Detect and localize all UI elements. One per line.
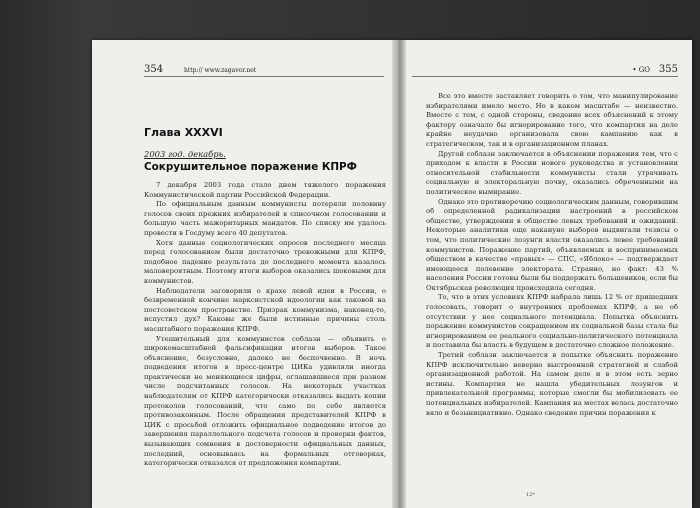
page-footnote: 12*	[526, 492, 535, 498]
right-page	[406, 40, 688, 508]
right-page-content	[426, 92, 678, 418]
section-date: 2003 год. декабрь.	[144, 149, 226, 159]
paragraph: То, что в этих условиях КПРФ набрала лишь 12 % от пришедших голосовать, говорит о внутренних проблемах КПРФ, а не об отсутствии у нее социального потенциала. Попытка объяснить поражение коммунистов сокращением их социальной базы стала бы игнорированием ее реального социально-политического потенциала и поставила бы власть в будущем в достаточно сложное положение.	[426, 293, 678, 350]
page-number: 355	[658, 64, 678, 75]
left-page-content	[144, 92, 386, 469]
paragraph: Хотя данные социологических опросов последнего месяца перед голосованием были достаточно тревожными для КПРФ, подобное падение результата до последнего момента казалось маловероятным. Поэтому итоги выборов оказались шоковыми для коммунистов.	[144, 238, 386, 285]
book-gutter	[392, 40, 406, 508]
paragraph: Однако это противоречию социологическим данным, говорившим об определенной радикализации настроений в российском обществе, утверждении в обществе левых требований и ожиданий. Некоторые аналитики еще накануне выборов выдвигали тезисы о том, что политические лозунги власти оказались левее требований коммунистов. Поражение партий, объявляемых и воспринимаемых обществом в качестве «правых» — СПС, «Яблоко» — подтверждает имеющееся полевение электората. Странно, но факт: 43 % населения России готовы были бы поддержать большевиков, если бы Октябрьская революция происходила сегодня.	[426, 197, 678, 292]
paragraph: Все это вместе заставляет говорить о том, что манипулирование избирателями имело место. Но в каком масштабе — неизвестно. Вместе с тем, с одной стороны, сведение всех объяснений к этому фактору означало бы игнорирование того, что компартия на деле крайне неудачно организовала свою кампанию как в стратегическом, так и в организационном планах.	[426, 92, 678, 148]
right-page-header	[412, 64, 678, 77]
paragraph: По официальным данным коммунисты потеряли половину голосов своих прежних избирателей в списочном голосовании и большую часть мажоритарных мандатов. По списку им удалось провести в Госдуму всего 40 депутатов.	[144, 200, 386, 237]
header-mark: • GO	[632, 66, 651, 74]
page-number: 354	[144, 64, 164, 75]
paragraph: Утешительный для коммунистов соблазн — объявить о широкомасштабной фальсификации итогов выборов. Такое объяснение, безусловно, далеко не беспочвенно. В ночь подведения итогов в пресс-центре ЦИКа удивляли иногда практически не меняющиеся цифры, оглашавшиеся при разном числе подсчитанных голосов. На некоторых участках наблюдателям от КПРФ категорически отказались выдать копии протоколов голосований, что само по себе является противозаконным. После обращения представителей КПРФ в ЦИК с просьбой отложить официальное подведение итогов до завершения параллельного подсчета голосов и проверки фактов, вызывающих сомнения в достоверности официальных данных, последний, основываясь на формальных отговорках, категорически отказался от предложения компартии.	[144, 334, 386, 468]
paragraph: Другой соблазн заключается в объяснении поражения тем, что с приходом к власти в России нового руководства и установлении относительной стабильности коммунисты стали утрачивать социальную и электоральную почву, оказались обреченными на политическое вымирание.	[426, 149, 678, 196]
chapter-heading: Глава XXXVI	[144, 126, 223, 139]
header-url: http:// www.zagavor.net	[183, 67, 257, 74]
section-title: Сокрушительное поражение КПРФ	[144, 161, 357, 173]
left-page-header	[144, 64, 384, 77]
paragraph: Наблюдатели заговорили о крахе левой идеи в России, о безвременной кончине марксистской идеологии как таковой на постсоветском пространстве. Призрак коммунизма, наконец-то, испустил дух? Каковы же были истинные причины столь масштабного поражения КПРФ.	[144, 286, 386, 333]
paragraph: 7 декабря 2003 года стало днем тяжелого поражения Коммунистической партии Российской Федерации.	[144, 181, 386, 199]
paragraph: Третий соблазн заключается в попытке объяснить поражение КПРФ исключительно неверно выстроенной стратегией и слабой организационной работой. На самом деле и в этом есть зерно истины. Компартия не нашла убедительных лозунгов и привлекательной программы, которые смогли бы мобилизовать ее потенциальных избирателей. Кампания на местах велась достаточно вяло и безынициативно. Однако сведение причин поражения к	[426, 351, 678, 417]
left-page	[100, 40, 392, 508]
